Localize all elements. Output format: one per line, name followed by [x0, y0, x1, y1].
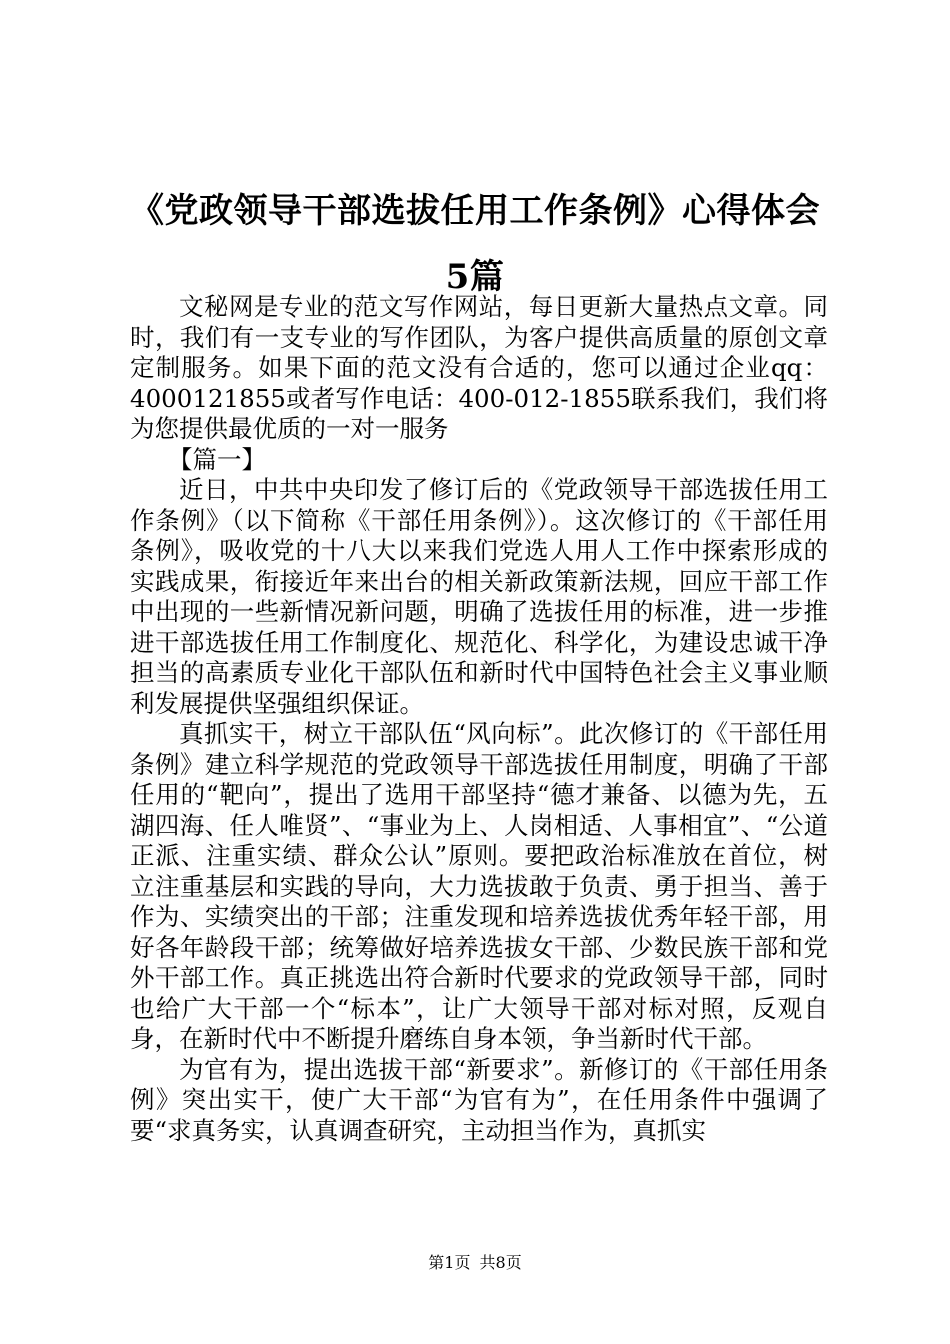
- title-line-1: 《党政领导干部选拔任用工作条例》心得体会: [130, 191, 820, 231]
- page-footer: [0, 1252, 950, 1274]
- page-total: 共8页: [479, 1253, 522, 1272]
- body-paragraph-1: 近日，中共中央印发了修订后的《党政领导干部选拔任用工作条例》（以下简称《干部任用条例》）。这次修订的《干部任用条例》，吸收党的十八大以来我们党选人用人工作中探索形成的实践成果，衔接近年来出台的相关新政策新法规，回应干部工作中出现的一些新情况新问题，明确了选拔任用的标准，进一步推进干部选拔任用工作制度化、规范化、科学化，为建设忠诚干净担当的高素质专业化干部队伍和新时代中国特色社会主义事业顺利发展提供坚强组织保证。: [130, 475, 828, 718]
- title-line-2: 5篇: [445, 257, 505, 297]
- body-paragraph-3: 为官有为，提出选拔干部“新要求”。新修订的《干部任用条例》突出实干，使广大干部“为官有为”，在任用条件中强调了要“求真务实，认真调查研究，主动担当作为，真抓实: [130, 1054, 828, 1145]
- document-body: [130, 292, 828, 1146]
- document-title: [120, 178, 830, 310]
- intro-paragraph: 文秘网是专业的范文写作网站，每日更新大量热点文章。同时，我们有一支专业的写作团队，为客户提供高质量的原创文章定制服务。如果下面的范文没有合适的，您可以通过企业qq：4000121855或者写作电话：400-012-1855联系我们，我们将为您提供最优质的一对一服务: [130, 292, 828, 443]
- page-number: 第1页: [428, 1253, 471, 1272]
- section-heading: 【篇一】: [167, 444, 266, 474]
- body-paragraph-2: 真抓实干，树立干部队伍“风向标”。此次修订的《干部任用条例》建立科学规范的党政领导干部选拔任用制度，明确了干部任用的“靶向”，提出了选用干部坚持“德才兼备、以德为先，五湖四海、任人唯贤”、“事业为上、人岗相适、人事相宜”、“公道正派、注重实绩、群众公认”原则。要把政治标准放在首位，树立注重基层和实践的导向，大力选拔敢于负责、勇于担当、善于作为、实绩突出的干部；注重发现和培养选拔优秀年轻干部，用好各年龄段干部；统筹做好培养选拔女干部、少数民族干部和党外干部工作。真正挑选出符合新时代要求的党政领导干部，同时也给广大干部一个“标本”，让广大领导干部对标对照，反观自身，在新时代中不断提升磨练自身本领，争当新时代干部。: [130, 719, 828, 1053]
